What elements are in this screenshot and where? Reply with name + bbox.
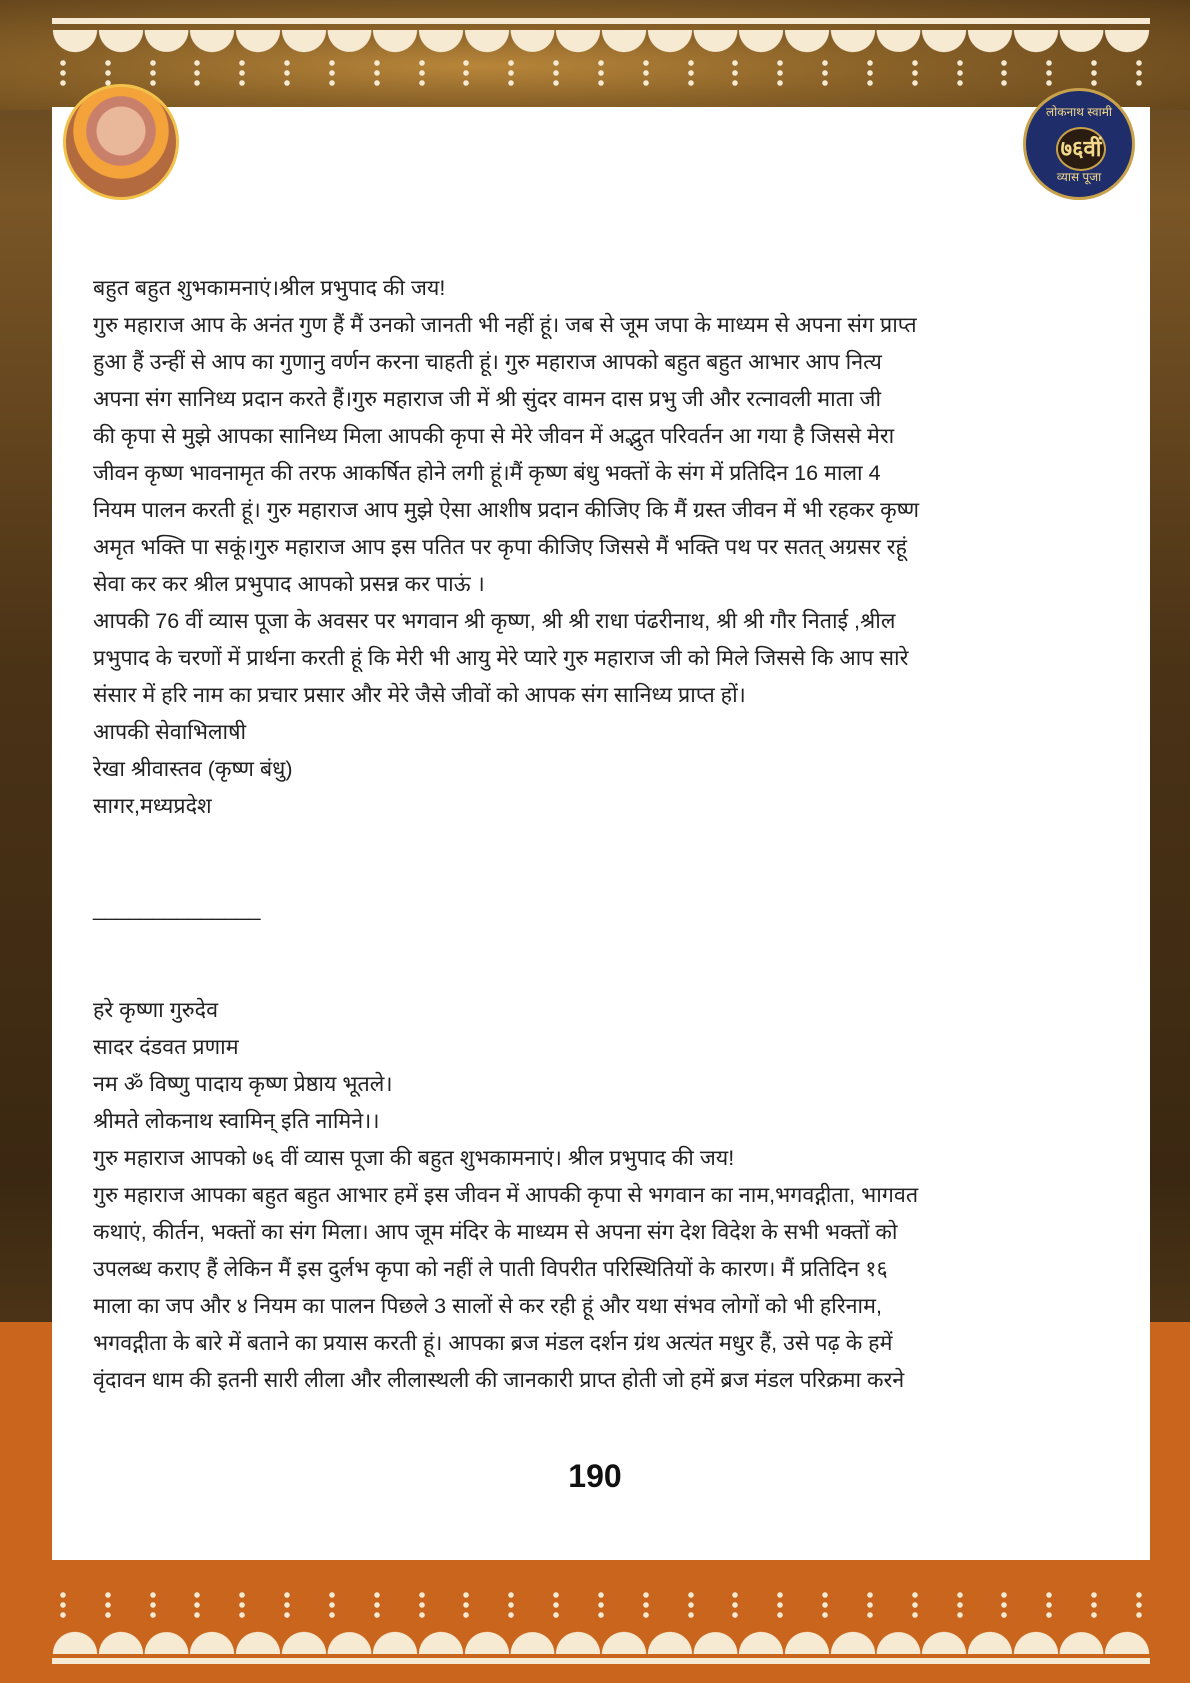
guru-portrait-avatar bbox=[63, 84, 179, 200]
seal-bottom-text: व्यास पूजा bbox=[1056, 170, 1102, 184]
vyasa-puja-seal-logo bbox=[1023, 88, 1135, 200]
text-line: सागर,मध्यप्रदेश bbox=[93, 794, 212, 818]
text-line: संसार में हरि नाम का प्रचार प्रसार और मेरे जैसे जीवों को आपक संग सानिध्य प्राप्त हों। bbox=[93, 683, 746, 707]
text-line: गुरु महाराज आपको ७६ वीं व्यास पूजा की बहुत शुभकामनाएं। श्रील प्रभुपाद की जय! bbox=[93, 1146, 735, 1170]
text-line: रेखा श्रीवास्तव (कृष्ण बंधु) bbox=[93, 757, 293, 781]
text-line: नियम पालन करती हूं। गुरु महाराज आप मुझे ऐसा आशीष प्रदान कीजिए कि मैं ग्रस्त जीवन में भी रहकर कृष्ण bbox=[93, 498, 920, 522]
top-border-rule bbox=[52, 18, 1150, 24]
text-line: नम ॐ विष्णु पादाय कृष्ण प्रेष्ठाय भूतले। bbox=[93, 1072, 393, 1096]
text-line: अमृत भक्ति पा सकूं।गुरु महाराज आप इस पतित पर कृपा कीजिए जिससे मैं भक्ति पथ पर सतत् अग्रसर रहूं bbox=[93, 535, 907, 559]
page-body bbox=[93, 270, 1093, 1399]
text-line: अपना संग सानिध्य प्रदान करते हैं।गुरु महाराज जी में श्री सुंदर वामन दास प्रभु जी और रत्नावली माता जी bbox=[93, 387, 882, 411]
letter-2 bbox=[93, 992, 1093, 1399]
bottom-scallop-border bbox=[52, 1626, 1150, 1654]
text-line: भगवद्गीता के बारे में बताने का प्रयास करती हूं। आपका ब्रज मंडल दर्शन ग्रंथ अत्यंत मधुर हैं, उसे पढ़ के हमें bbox=[93, 1331, 893, 1355]
text-line: माला का जप और ४ नियम का पालन पिछले 3 सालों से कर रही हूं और यथा संभव लोगों को भी हरिनाम, bbox=[93, 1294, 882, 1318]
text-line: आपकी सेवाभिलाषी bbox=[93, 720, 247, 744]
text-line: जीवन कृष्ण भावनामृत की तरफ आकर्षित होने लगी हूं।मैं कृष्ण बंधु भक्तों के संग में प्रतिदिन 16 माला 4 bbox=[93, 461, 881, 485]
text-line: आपकी 76 वीं व्यास पूजा के अवसर पर भगवान श्री कृष्ण, श्री श्री राधा पंढरीनाथ, श्री श्री गौर निताई ,श्रील bbox=[93, 609, 896, 633]
text-line: गुरु महाराज आप के अनंत गुण हैं मैं उनको जानती भी नहीं हूं। जब से जूम जपा के माध्यम से अपना संग प्राप्त bbox=[93, 313, 917, 337]
seal-number: ७६वीं bbox=[1056, 127, 1106, 171]
text-line: बहुत बहुत शुभकामनाएं।श्रील प्रभुपाद की जय! bbox=[93, 276, 446, 300]
text-line: सादर दंडवत प्रणाम bbox=[93, 1035, 239, 1059]
text-line: श्रीमते लोकनाथ स्वामिन् इति नामिने।। bbox=[93, 1109, 380, 1133]
top-scallop-border bbox=[52, 30, 1150, 58]
seal-top-text: लोकनाथ स्वामी bbox=[1046, 105, 1112, 119]
text-line: हुआ हैं उन्हीं से आप का गुणानु वर्णन करना चाहती हूं। गुरु महाराज आपको बहुत बहुत आभार आप नित्य bbox=[93, 350, 882, 374]
section-divider: ______________ bbox=[93, 897, 261, 921]
text-line: सेवा कर कर श्रील प्रभुपाद आपको प्रसन्न कर पाऊं । bbox=[93, 572, 485, 596]
text-line: प्रभुपाद के चरणों में प्रार्थना करती हूं कि मेरी भी आयु मेरे प्यारे गुरु महाराज जी को मिले जिससे कि आप सारे bbox=[93, 646, 909, 670]
letter-1 bbox=[93, 270, 1093, 825]
bottom-dot-border bbox=[60, 1590, 1142, 1620]
page-number: 190 bbox=[568, 1458, 622, 1494]
text-line: हरे कृष्णा गुरुदेव bbox=[93, 998, 219, 1022]
text-line: उपलब्ध कराए हैं लेकिन मैं इस दुर्लभ कृपा को नहीं ले पाती विपरीत परिस्थितियों के कारण। मैं प्रतिदिन १६ bbox=[93, 1257, 888, 1281]
bottom-border-rule bbox=[52, 1658, 1150, 1664]
top-dot-border bbox=[60, 58, 1142, 88]
text-line: वृंदावन धाम की इतनी सारी लीला और लीलास्थली की जानकारी प्राप्त होती जो हमें ब्रज मंडल परिक्रमा करने bbox=[93, 1368, 905, 1392]
text-line: गुरु महाराज आपका बहुत बहुत आभार हमें इस जीवन में आपकी कृपा से भगवान का नाम,भगवद्गीता, भागवत bbox=[93, 1183, 919, 1207]
text-line: कथाएं, कीर्तन, भक्तों का संग मिला। आप जूम मंदिर के माध्यम से अपना संग देश विदेश के सभी भक्तों को bbox=[93, 1220, 898, 1244]
text-line: की कृपा से मुझे आपका सानिध्य मिला आपकी कृपा से मेरे जीवन में अद्भुत परिवर्तन आ गया है जिससे मेरा bbox=[93, 424, 895, 448]
